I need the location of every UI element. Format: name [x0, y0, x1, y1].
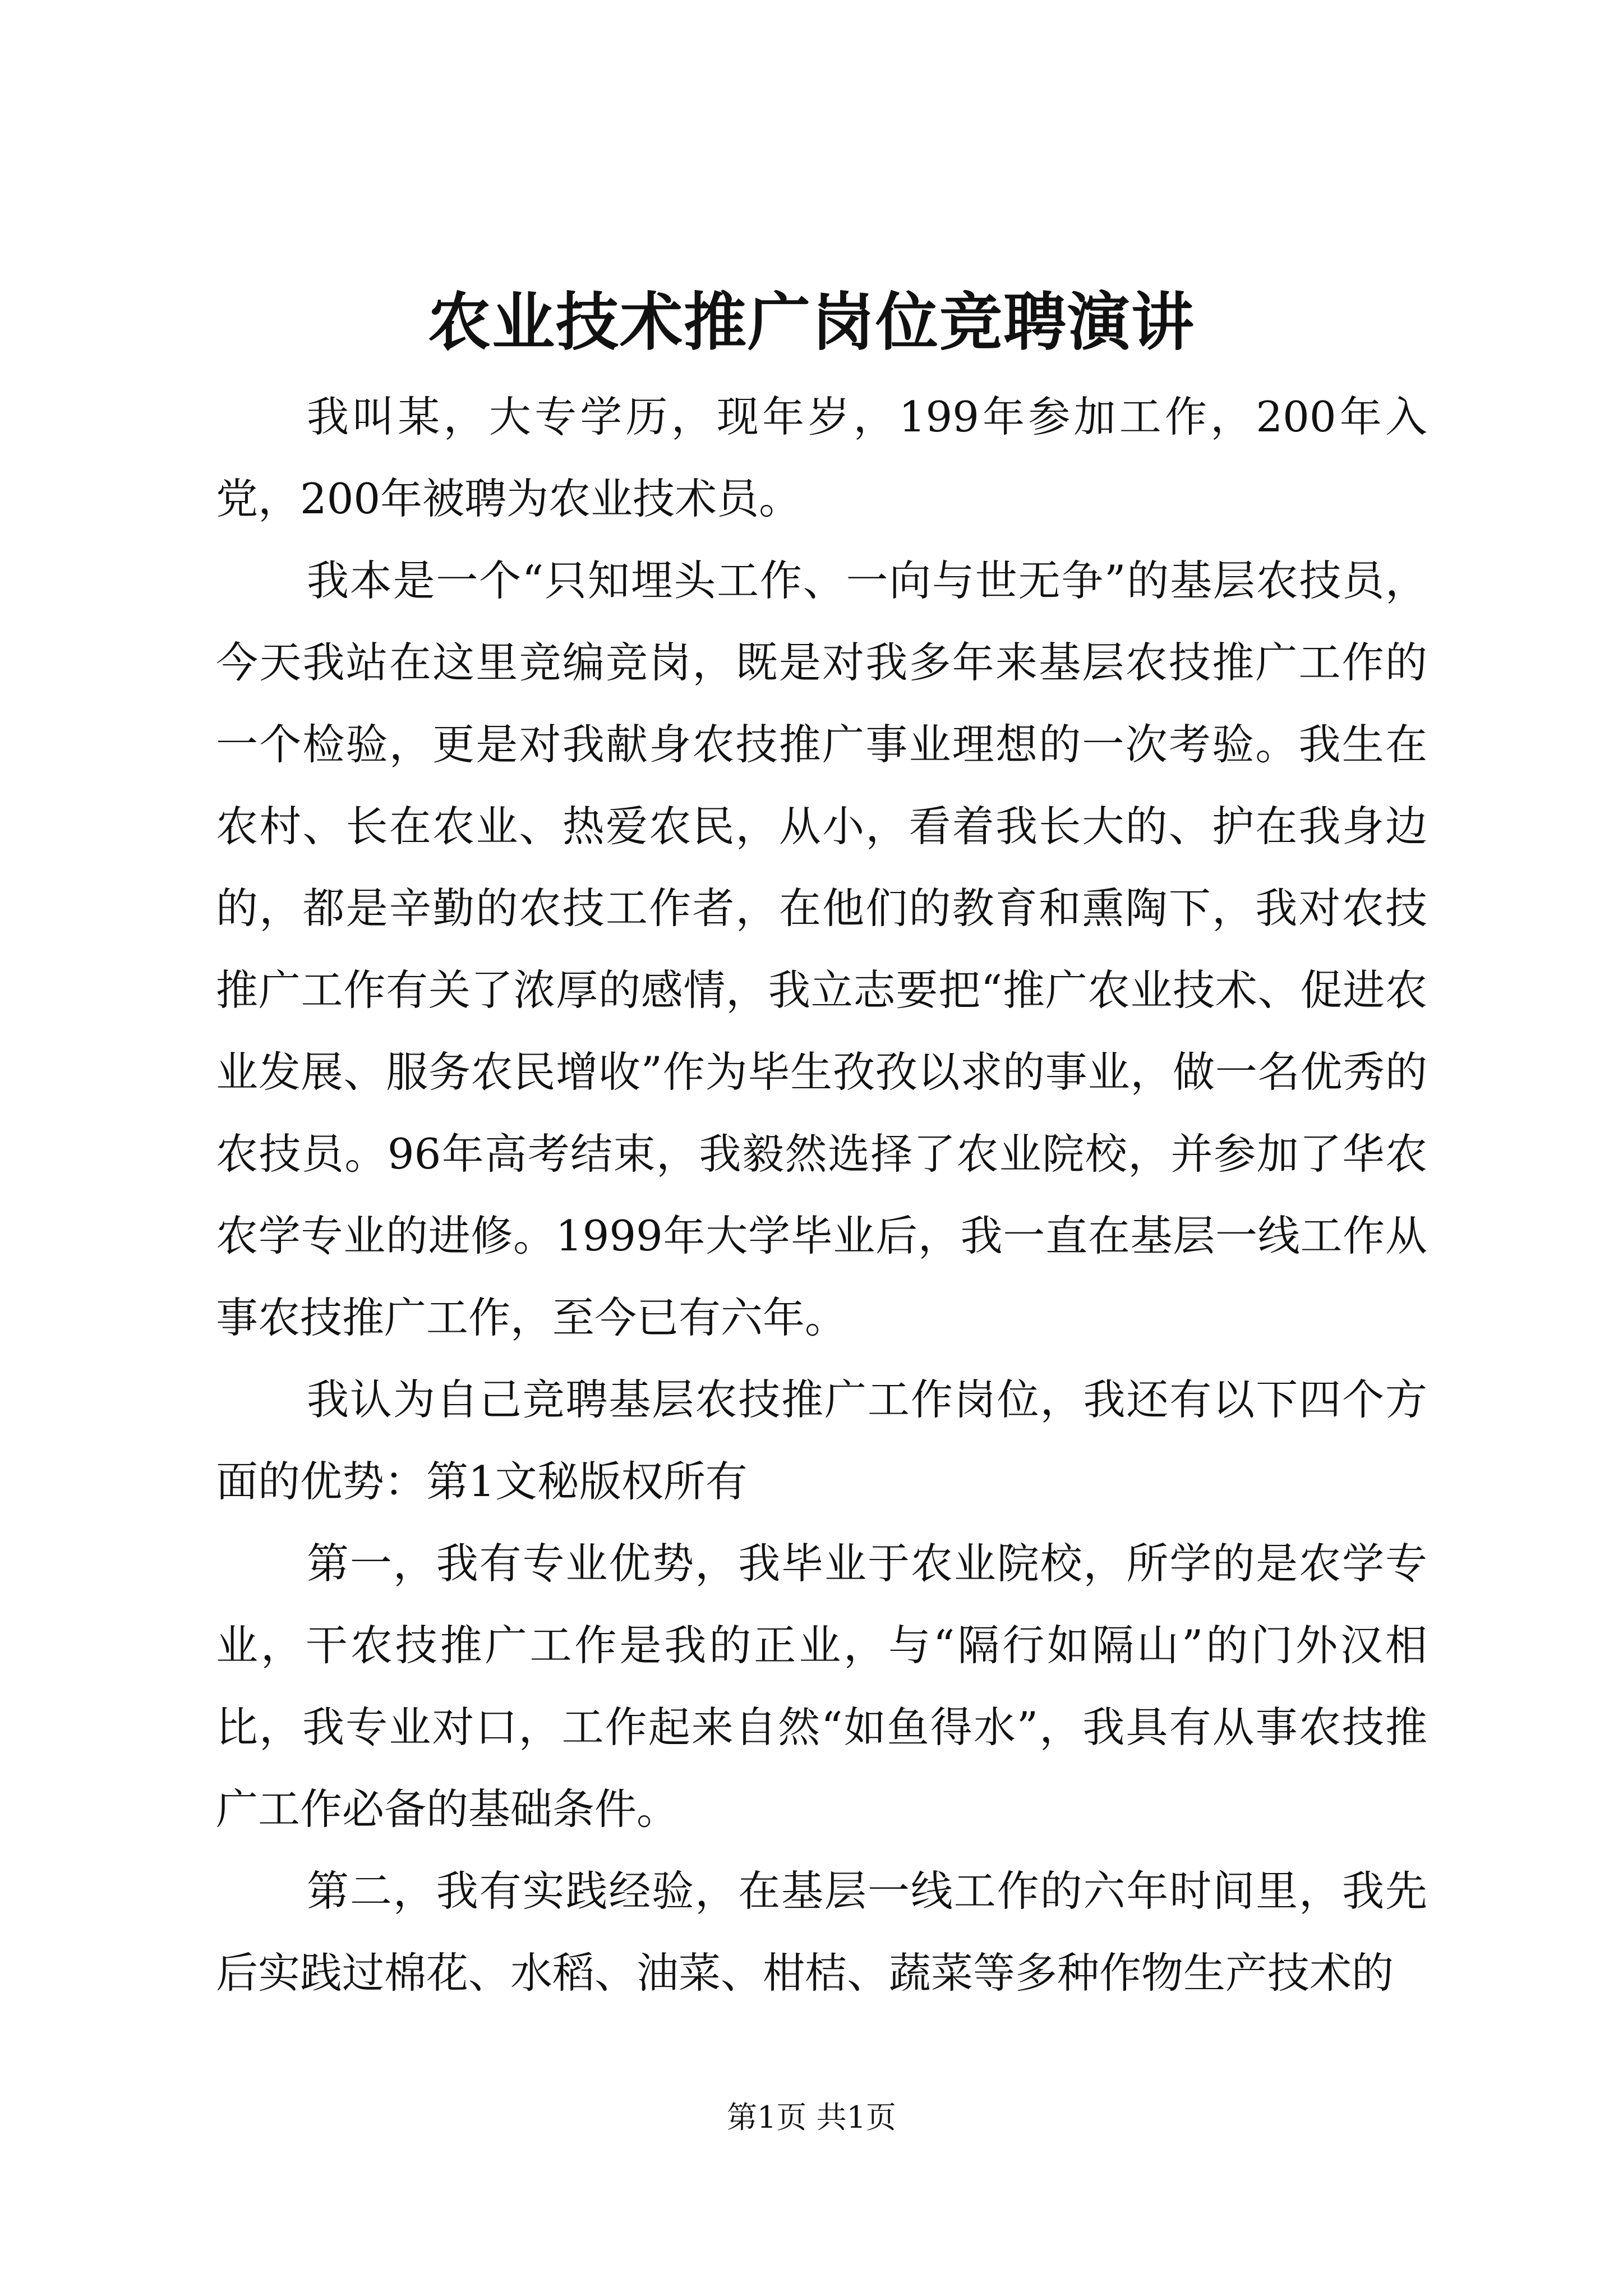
- document-body: [216, 376, 1427, 2014]
- paragraph-background: 我本是一个“只知埋头工作、一向与世无争”的基层农技员，今天我站在这里竞编竞岗，既是对我多年来基层农技推广工作的一个检验，更是对我献身农技推广事业理想的一次考验。我生在农村、长在农业、热爱农民，从小，看着我长大的、护在我身边的，都是辛勤的农技工作者，在他们的教育和熏陶下，我对农技推广工作有关了浓厚的感情，我立志要把“推广农业技术、促进农业发展、服务农民增收”作为毕生孜孜以求的事业，做一名优秀的农技员。96年高考结束，我毅然选择了农业院校，并参加了华农农学专业的进修。1999年大学毕业后，我一直在基层一线工作从事农技推广工作，至今已有六年。: [216, 556, 1427, 1342]
- paragraph-advantage-one: 第一，我有专业优势，我毕业于农业院校，所学的是农学专业，干农技推广工作是我的正业，与“隔行如隔山”的门外汉相比，我专业对口，工作起来自然“如鱼得水”，我具有从事农技推广工作必备的基础条件。: [216, 1539, 1427, 1834]
- paragraph-intro: 我叫某，大专学历，现年岁，199年参加工作，200年入党，200年被聘为农业技术员。: [216, 392, 1427, 523]
- paragraph-advantages-intro: 我认为自己竞聘基层农技推广工作岗位，我还有以下四个方面的优势：第1文秘版权所有: [216, 1375, 1427, 1506]
- paragraph-advantage-two: 第二，我有实践经验，在基层一线工作的六年时间里，我先后实践过棉花、水稻、油菜、柑桔、蔬菜等多种作物生产技术的: [216, 1866, 1427, 1998]
- page-footer: 第1页 共1页: [727, 2100, 896, 2135]
- document-title: 农业技术推广岗位竞聘演讲: [428, 286, 1195, 359]
